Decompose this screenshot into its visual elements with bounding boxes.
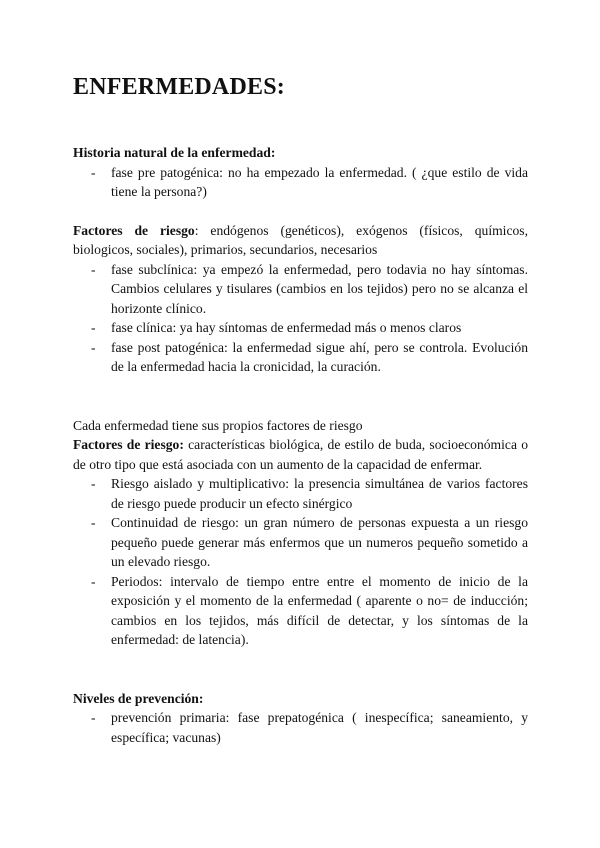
list-item-text: Periodos: intervalo de tiempo entre entre el momento de inicio de la exposición y el momento de la enfermedad ( aparente o no= de inducción; cambios en los tejidos, más difícil de detectar, y los síntomas de la enfermedad: de latencia). [111, 573, 528, 647]
list-item-text: Continuidad de riesgo: un gran número de personas expuesta a un riesgo pequeño puede generar más enfermos que un numeros pequeño sometido a un elevado riesgo. [111, 515, 528, 569]
section-heading: Historia natural de la enfermedad: [73, 145, 276, 160]
dash-marker: - [91, 515, 96, 530]
dash-marker: - [91, 164, 96, 180]
bold-term: Factores de riesgo [73, 222, 195, 238]
paragraph-text: : endógenos (genéticos), exógenos (físicos, químicos, biologicos, sociales), primarios, secundarios, necesarios [73, 222, 528, 257]
list-item-text: fase post patogénica: la enfermedad sigue ahí, pero se controla. Evolución de la enfermedad hacia la cronicidad, la curación. [111, 339, 528, 374]
list-item-text: fase clínica: ya hay síntomas de enfermedad más o menos claros [111, 320, 462, 335]
paragraph-text: características biológica, de estilo de buda, socioeconómica o de otro tipo que está asociada con un aumento de la capacidad de enfermar. [73, 437, 529, 472]
section-historia-natural [73, 143, 528, 202]
list-item-text: Riesgo aislado y multiplicativo: la presencia simultánea de varios factores de riesgo puede producir un efecto sinérgico [111, 476, 528, 511]
dash-marker: - [91, 320, 96, 335]
list-item [91, 163, 528, 202]
dash-marker: - [91, 476, 96, 491]
paragraph [73, 221, 528, 260]
bullet-list [73, 708, 528, 747]
section-factores-riesgo-definicion [73, 416, 528, 650]
list-item [91, 708, 528, 747]
list-item-text: prevención primaria: fase prepatogénica ( inespecífica; saneamiento, y específica; vacunas) [111, 710, 528, 745]
section-niveles-prevencion [73, 689, 528, 748]
section-factores-riesgo-fases [73, 221, 528, 377]
list-item [91, 338, 528, 377]
bullet-list [73, 474, 528, 650]
list-item [91, 513, 528, 572]
dash-marker: - [91, 710, 96, 725]
paragraph [73, 435, 528, 474]
list-item [91, 318, 528, 338]
section-heading: Niveles de prevención: [73, 690, 204, 706]
dash-marker: - [91, 261, 96, 277]
bold-term: Factores de riesgo: [73, 437, 184, 452]
list-item [91, 474, 528, 513]
list-item-text: fase subclínica: ya empezó la enfermedad, pero todavia no hay síntomas. Cambios celulares y tisulares (cambios en los tejidos) pero no se alcanza el horizonte clínico. [111, 261, 528, 316]
dash-marker: - [91, 573, 96, 589]
bullet-list [73, 260, 528, 377]
list-item [91, 260, 528, 319]
page-title: ENFERMEDADES: [73, 74, 285, 100]
dash-marker: - [91, 339, 96, 355]
bullet-list [73, 163, 528, 202]
intro-line: Cada enfermedad tiene sus propios factores de riesgo [73, 417, 363, 433]
list-item [91, 572, 528, 650]
list-item-text: fase pre patogénica: no ha empezado la enfermedad. ( ¿que estilo de vida tiene la persona?) [111, 164, 528, 199]
